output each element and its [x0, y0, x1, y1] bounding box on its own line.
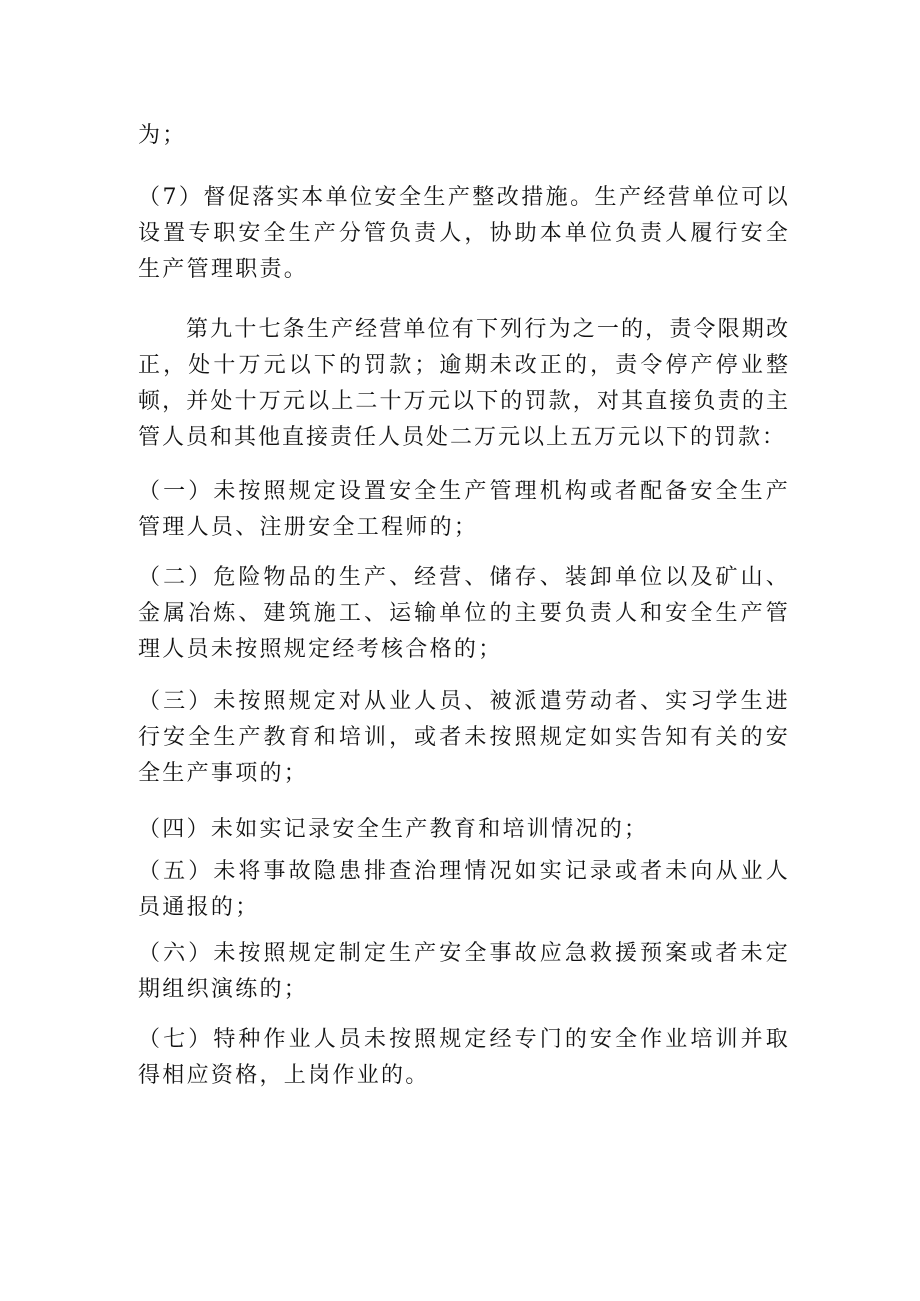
paragraph-clause-1: （一）未按照规定设置安全生产管理机构或者配备安全生产管理人员、注册安全工程师的； — [138, 479, 790, 540]
paragraph-clause-3: （三）未按照规定对从业人员、被派遣劳动者、实习学生进行安全生产教育和培训，或者未按照规定如实告知有关的安全生产事项的； — [138, 689, 790, 786]
paragraph-clause-6: （六）未按照规定制定生产安全事故应急救援预案或者未定期组织演练的； — [138, 941, 790, 1002]
paragraph-continuation: 为； — [138, 123, 187, 148]
paragraph-clause-2: （二）危险物品的生产、经营、储存、装卸单位以及矿山、金属冶炼、建筑施工、运输单位的主要负责人和安全生产管理人员未按照规定经考核合格的； — [138, 565, 790, 662]
paragraph-article-97: 第九十七条生产经营单位有下列行为之一的，责令限期改正，处十万元以下的罚款；逾期未改正的，责令停产停业整顿，并处十万元以上二十万元以下的罚款，对其直接负责的主管人员和其他直接责任人员处二万元以上五万元以下的罚款： — [138, 317, 790, 450]
paragraph-clause-7: （七）特种作业人员未按照规定经专门的安全作业培训并取得相应资格，上岗作业的。 — [138, 1027, 790, 1088]
paragraph-item-7: （7）督促落实本单位安全生产整改措施。生产经营单位可以设置专职安全生产分管负责人，协助本单位负责人履行安全生产管理职责。 — [138, 185, 790, 282]
paragraph-clause-5: （五）未将事故隐患排查治理情况如实记录或者未向从业人员通报的； — [138, 859, 790, 920]
paragraph-clause-4: （四）未如实记录安全生产教育和培训情况的； — [138, 817, 649, 842]
